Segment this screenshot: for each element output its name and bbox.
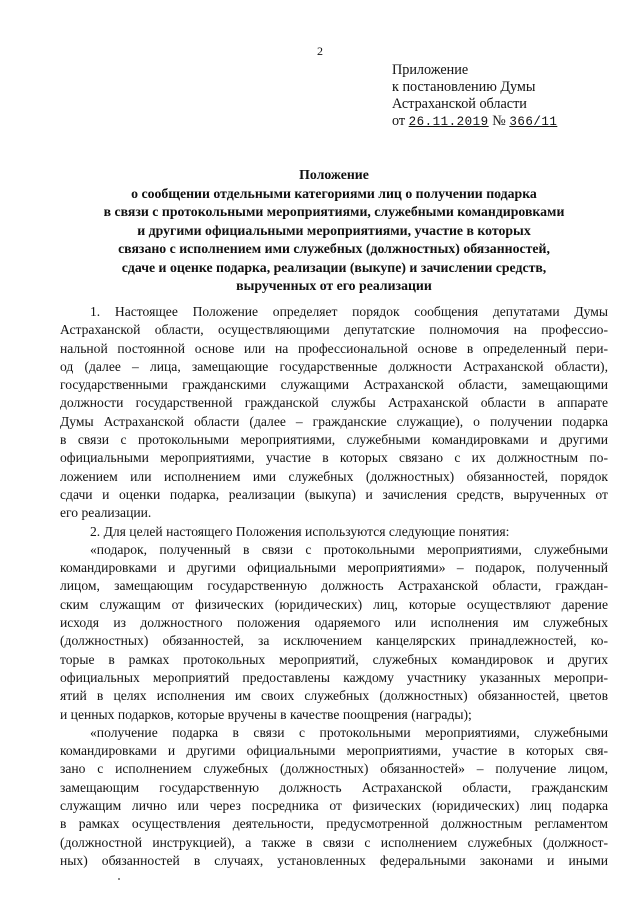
body-line: его реализации. <box>60 505 152 521</box>
body-line: од (далее – лица, замещающие государственные должности Астраханской области), <box>60 358 608 374</box>
body-line: сдачи и оценки подарка, реализации (выкупа) и зачисления средств, вырученных от <box>60 486 608 502</box>
body-line: ятий в целях исполнения им своих служебных (должностных) обязанностей, цветов <box>60 688 608 704</box>
body-line: Астраханской области, осуществляющими депутатские полномочия на профессио- <box>60 322 608 338</box>
body-line: зано с исполнением служебных (должностных) обязанностей» – получение лицом, <box>60 761 608 777</box>
title-line: связано с исполнением ими служебных (должностных) обязанностей, <box>118 241 550 256</box>
body-line: служащим лично или через посредника от физических (юридических) лиц подарка <box>60 798 608 814</box>
body-line: официальными мероприятиями, участие в которых связано с их должностным по- <box>60 450 608 466</box>
body-line: командировками и другими официальными мероприятиями» – подарок, полученный <box>60 560 608 576</box>
title-line: и другими официальными мероприятиями, участие в которых <box>137 222 531 238</box>
body-line: торые в рамках протокольных мероприятий, служебных командировок и других <box>60 651 608 667</box>
body-line: ским служащим от физических (юридических) лиц, которые осуществляют дарение <box>60 596 608 612</box>
number-prefix: № <box>492 113 506 129</box>
body-line: в рамках осуществления деятельности, предусмотренной должностным регламентом <box>60 816 608 832</box>
body-line: 2. Для целей настоящего Положения используются следующие понятия: <box>90 523 510 539</box>
appendix-date-line <box>392 113 632 131</box>
body-line: (должностных) обязанностей, за исключением канцелярских принадлежностей, ко- <box>60 633 608 649</box>
document-title <box>60 166 608 296</box>
title-line: Положение <box>299 167 369 182</box>
body-line: официальных мероприятий предоставлены каждому участнику указанных меропри- <box>60 669 608 685</box>
scan-speck <box>118 878 120 880</box>
body-line: замещающим государственную должность Астраханской области, гражданским <box>60 779 608 795</box>
body-line: Думы Астраханской области (далее – гражданские служащие), о получении подарка <box>60 413 608 429</box>
date-prefix: от <box>392 113 406 129</box>
title-line: о сообщении отдельными категориями лиц о получении подарка <box>131 185 537 201</box>
body-line: командировками и другими официальными мероприятиями, участие в которых свя- <box>60 743 608 759</box>
body-line: 1. Настоящее Положение определяет порядок сообщения депутатами Думы <box>90 304 608 319</box>
title-line: в связи с протокольными мероприятиями, служебными командировками <box>103 204 565 219</box>
title-line: сдаче и оценке подарка, реализации (выкупе) и зачислении средств, <box>121 259 547 275</box>
body-line: должности государственной гражданской службы Астраханской области в аппарате <box>60 395 608 411</box>
body-line: лицом, замещающим государственную должность Астраханской области, граждан- <box>60 578 608 594</box>
body-line: «получение подарка в связи с протокольными мероприятиями, служебными <box>90 724 608 740</box>
title-line: вырученных от его реализации <box>236 278 432 293</box>
body-line: (должностной инструкцией), а также в связи с исполнением служебных (должност- <box>60 834 608 850</box>
body-line: в связи с протокольными мероприятиями, служебными командировками и другими <box>60 432 608 448</box>
appendix-line-2: к постановлению Думы <box>392 79 536 95</box>
body-line: нальной постоянной основе или на профессиональной основе в определенный пери- <box>60 340 608 356</box>
page-number: 2 <box>317 44 323 58</box>
document-body <box>60 303 608 870</box>
appendix-line-1: Приложение <box>392 62 469 78</box>
body-line: и ценных подарков, которые вручены в качестве поощрения (награды); <box>60 706 472 722</box>
body-line: ных) обязанностей в случаях, установленных федеральными законами и иными <box>60 852 608 868</box>
appendix-block <box>392 62 632 131</box>
resolution-date: 26.11.2019 <box>408 115 489 129</box>
body-line: государственными гражданскими служащими Астраханской области, замещающими <box>60 377 608 393</box>
resolution-number: 366/11 <box>509 115 558 129</box>
appendix-line-3: Астраханской области <box>392 96 527 112</box>
body-line: исходя из должностного положения одаряемого или исполнения им служебных <box>60 615 608 631</box>
body-line: ложением или исполнением ими служебных (должностных) обязанностей, порядок <box>60 468 608 484</box>
body-line: «подарок, полученный в связи с протокольными мероприятиями, служебными <box>90 541 608 557</box>
